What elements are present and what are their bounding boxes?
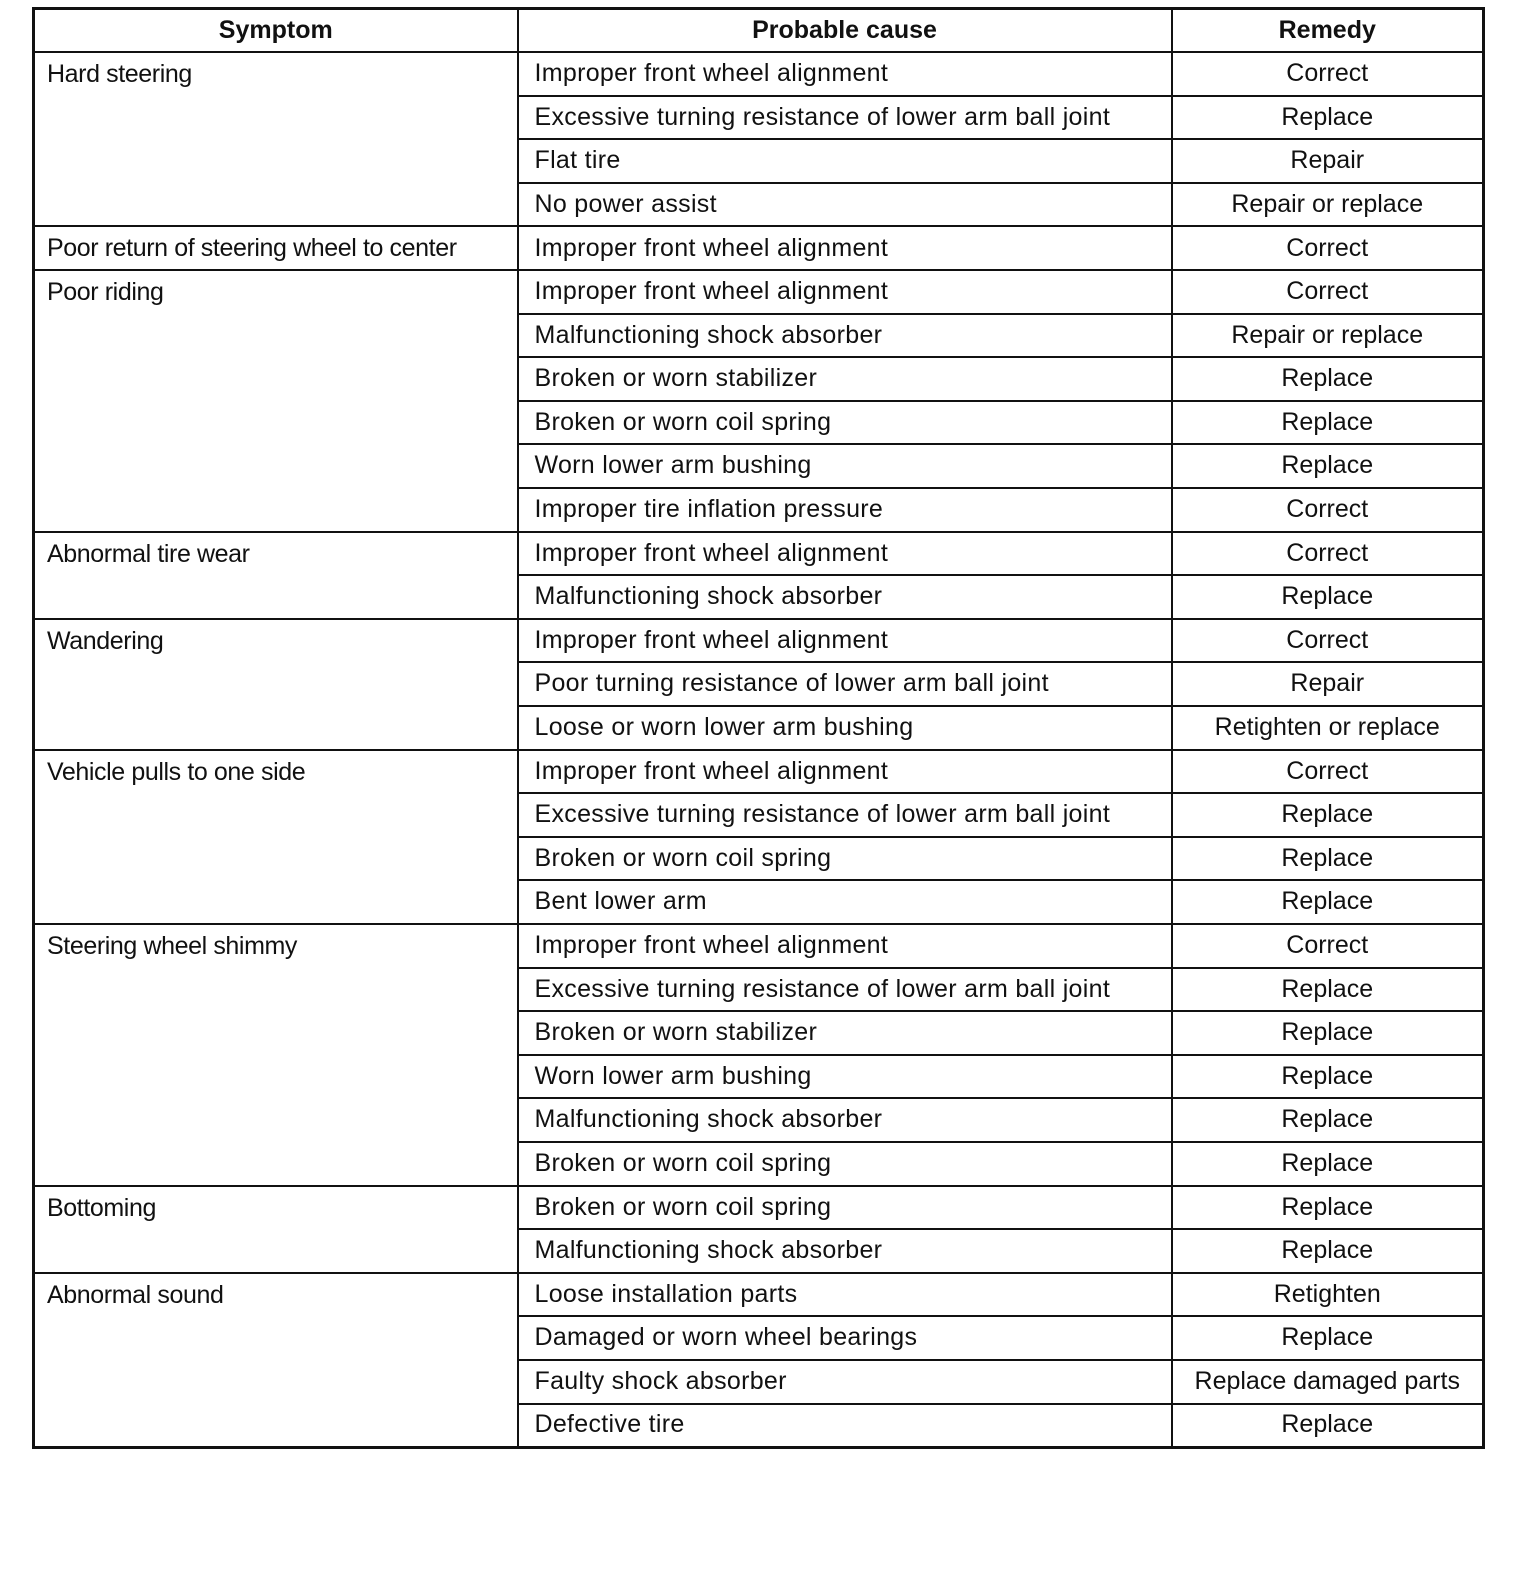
probable-cause-cell: Loose installation parts bbox=[518, 1273, 1172, 1317]
probable-cause-cell: Worn lower arm bushing bbox=[518, 1055, 1172, 1099]
remedy-cell: Correct bbox=[1172, 532, 1484, 576]
probable-cause-cell: Improper front wheel alignment bbox=[518, 270, 1172, 314]
probable-cause-cell: Improper front wheel alignment bbox=[518, 226, 1172, 270]
remedy-cell: Correct bbox=[1172, 619, 1484, 663]
remedy-cell: Correct bbox=[1172, 924, 1484, 968]
probable-cause-cell: Malfunctioning shock absorber bbox=[518, 1229, 1172, 1273]
remedy-cell: Replace damaged parts bbox=[1172, 1360, 1484, 1404]
remedy-cell: Replace bbox=[1172, 837, 1484, 881]
remedy-cell: Replace bbox=[1172, 1186, 1484, 1230]
remedy-cell: Repair or replace bbox=[1172, 314, 1484, 358]
remedy-cell: Replace bbox=[1172, 1011, 1484, 1055]
probable-cause-cell: Broken or worn stabilizer bbox=[518, 1011, 1172, 1055]
symptom-cell: Abnormal sound bbox=[34, 1273, 518, 1447]
remedy-cell: Correct bbox=[1172, 750, 1484, 794]
table-row bbox=[34, 270, 1484, 314]
probable-cause-cell: Improper front wheel alignment bbox=[518, 924, 1172, 968]
symptom-column-header: Symptom bbox=[34, 9, 518, 53]
remedy-cell: Correct bbox=[1172, 226, 1484, 270]
probable-cause-cell: Broken or worn coil spring bbox=[518, 1142, 1172, 1186]
probable-cause-cell: Improper front wheel alignment bbox=[518, 532, 1172, 576]
remedy-cell: Replace bbox=[1172, 444, 1484, 488]
remedy-cell: Repair bbox=[1172, 139, 1484, 183]
remedy-cell: Correct bbox=[1172, 488, 1484, 532]
table-row bbox=[34, 1186, 1484, 1230]
probable-cause-cell: Bent lower arm bbox=[518, 880, 1172, 924]
table-row bbox=[34, 619, 1484, 663]
probable-cause-cell: Damaged or worn wheel bearings bbox=[518, 1316, 1172, 1360]
probable-cause-cell: Poor turning resistance of lower arm ball joint bbox=[518, 662, 1172, 706]
probable-cause-cell: Broken or worn coil spring bbox=[518, 1186, 1172, 1230]
table-row bbox=[34, 532, 1484, 576]
symptom-cell: Poor return of steering wheel to center bbox=[34, 226, 518, 270]
symptom-cell: Poor riding bbox=[34, 270, 518, 532]
remedy-cell: Replace bbox=[1172, 1404, 1484, 1448]
probable-cause-cell: No power assist bbox=[518, 183, 1172, 227]
troubleshooting-table bbox=[32, 7, 1485, 1449]
probable-cause-cell: Broken or worn coil spring bbox=[518, 837, 1172, 881]
probable-cause-cell: Excessive turning resistance of lower arm ball joint bbox=[518, 96, 1172, 140]
probable-cause-cell: Defective tire bbox=[518, 1404, 1172, 1448]
remedy-cell: Retighten bbox=[1172, 1273, 1484, 1317]
probable-cause-cell: Broken or worn stabilizer bbox=[518, 357, 1172, 401]
table-row bbox=[34, 52, 1484, 96]
symptom-cell: Hard steering bbox=[34, 52, 518, 226]
remedy-cell: Replace bbox=[1172, 1316, 1484, 1360]
remedy-cell: Replace bbox=[1172, 96, 1484, 140]
remedy-cell: Replace bbox=[1172, 1142, 1484, 1186]
probable-cause-cell: Excessive turning resistance of lower arm ball joint bbox=[518, 793, 1172, 837]
table-row bbox=[34, 1273, 1484, 1317]
table-row bbox=[34, 924, 1484, 968]
probable-cause-cell: Excessive turning resistance of lower arm ball joint bbox=[518, 968, 1172, 1012]
probable-cause-cell: Improper front wheel alignment bbox=[518, 52, 1172, 96]
probable-cause-cell: Malfunctioning shock absorber bbox=[518, 575, 1172, 619]
remedy-cell: Repair bbox=[1172, 662, 1484, 706]
table-row bbox=[34, 226, 1484, 270]
remedy-cell: Replace bbox=[1172, 357, 1484, 401]
probable-cause-cell: Faulty shock absorber bbox=[518, 1360, 1172, 1404]
table-body bbox=[34, 52, 1484, 1447]
remedy-cell: Replace bbox=[1172, 968, 1484, 1012]
symptom-cell: Wandering bbox=[34, 619, 518, 750]
remedy-cell: Retighten or replace bbox=[1172, 706, 1484, 750]
probable-cause-cell: Loose or worn lower arm bushing bbox=[518, 706, 1172, 750]
probable-cause-cell: Worn lower arm bushing bbox=[518, 444, 1172, 488]
remedy-column-header: Remedy bbox=[1172, 9, 1484, 53]
probable-cause-column-header: Probable cause bbox=[518, 9, 1172, 53]
remedy-cell: Correct bbox=[1172, 270, 1484, 314]
remedy-cell: Repair or replace bbox=[1172, 183, 1484, 227]
remedy-cell: Replace bbox=[1172, 880, 1484, 924]
probable-cause-cell: Broken or worn coil spring bbox=[518, 401, 1172, 445]
probable-cause-cell: Improper tire inflation pressure bbox=[518, 488, 1172, 532]
probable-cause-cell: Malfunctioning shock absorber bbox=[518, 1098, 1172, 1142]
symptom-cell: Steering wheel shimmy bbox=[34, 924, 518, 1186]
table-row bbox=[34, 750, 1484, 794]
remedy-cell: Replace bbox=[1172, 793, 1484, 837]
probable-cause-cell: Flat tire bbox=[518, 139, 1172, 183]
symptom-cell: Bottoming bbox=[34, 1186, 518, 1273]
probable-cause-cell: Improper front wheel alignment bbox=[518, 750, 1172, 794]
symptom-cell: Abnormal tire wear bbox=[34, 532, 518, 619]
remedy-cell: Replace bbox=[1172, 1098, 1484, 1142]
remedy-cell: Replace bbox=[1172, 1229, 1484, 1273]
remedy-cell: Correct bbox=[1172, 52, 1484, 96]
header-row bbox=[34, 9, 1484, 53]
remedy-cell: Replace bbox=[1172, 575, 1484, 619]
troubleshooting-table-container bbox=[32, 7, 1485, 1449]
probable-cause-cell: Improper front wheel alignment bbox=[518, 619, 1172, 663]
probable-cause-cell: Malfunctioning shock absorber bbox=[518, 314, 1172, 358]
remedy-cell: Replace bbox=[1172, 1055, 1484, 1099]
remedy-cell: Replace bbox=[1172, 401, 1484, 445]
symptom-cell: Vehicle pulls to one side bbox=[34, 750, 518, 924]
